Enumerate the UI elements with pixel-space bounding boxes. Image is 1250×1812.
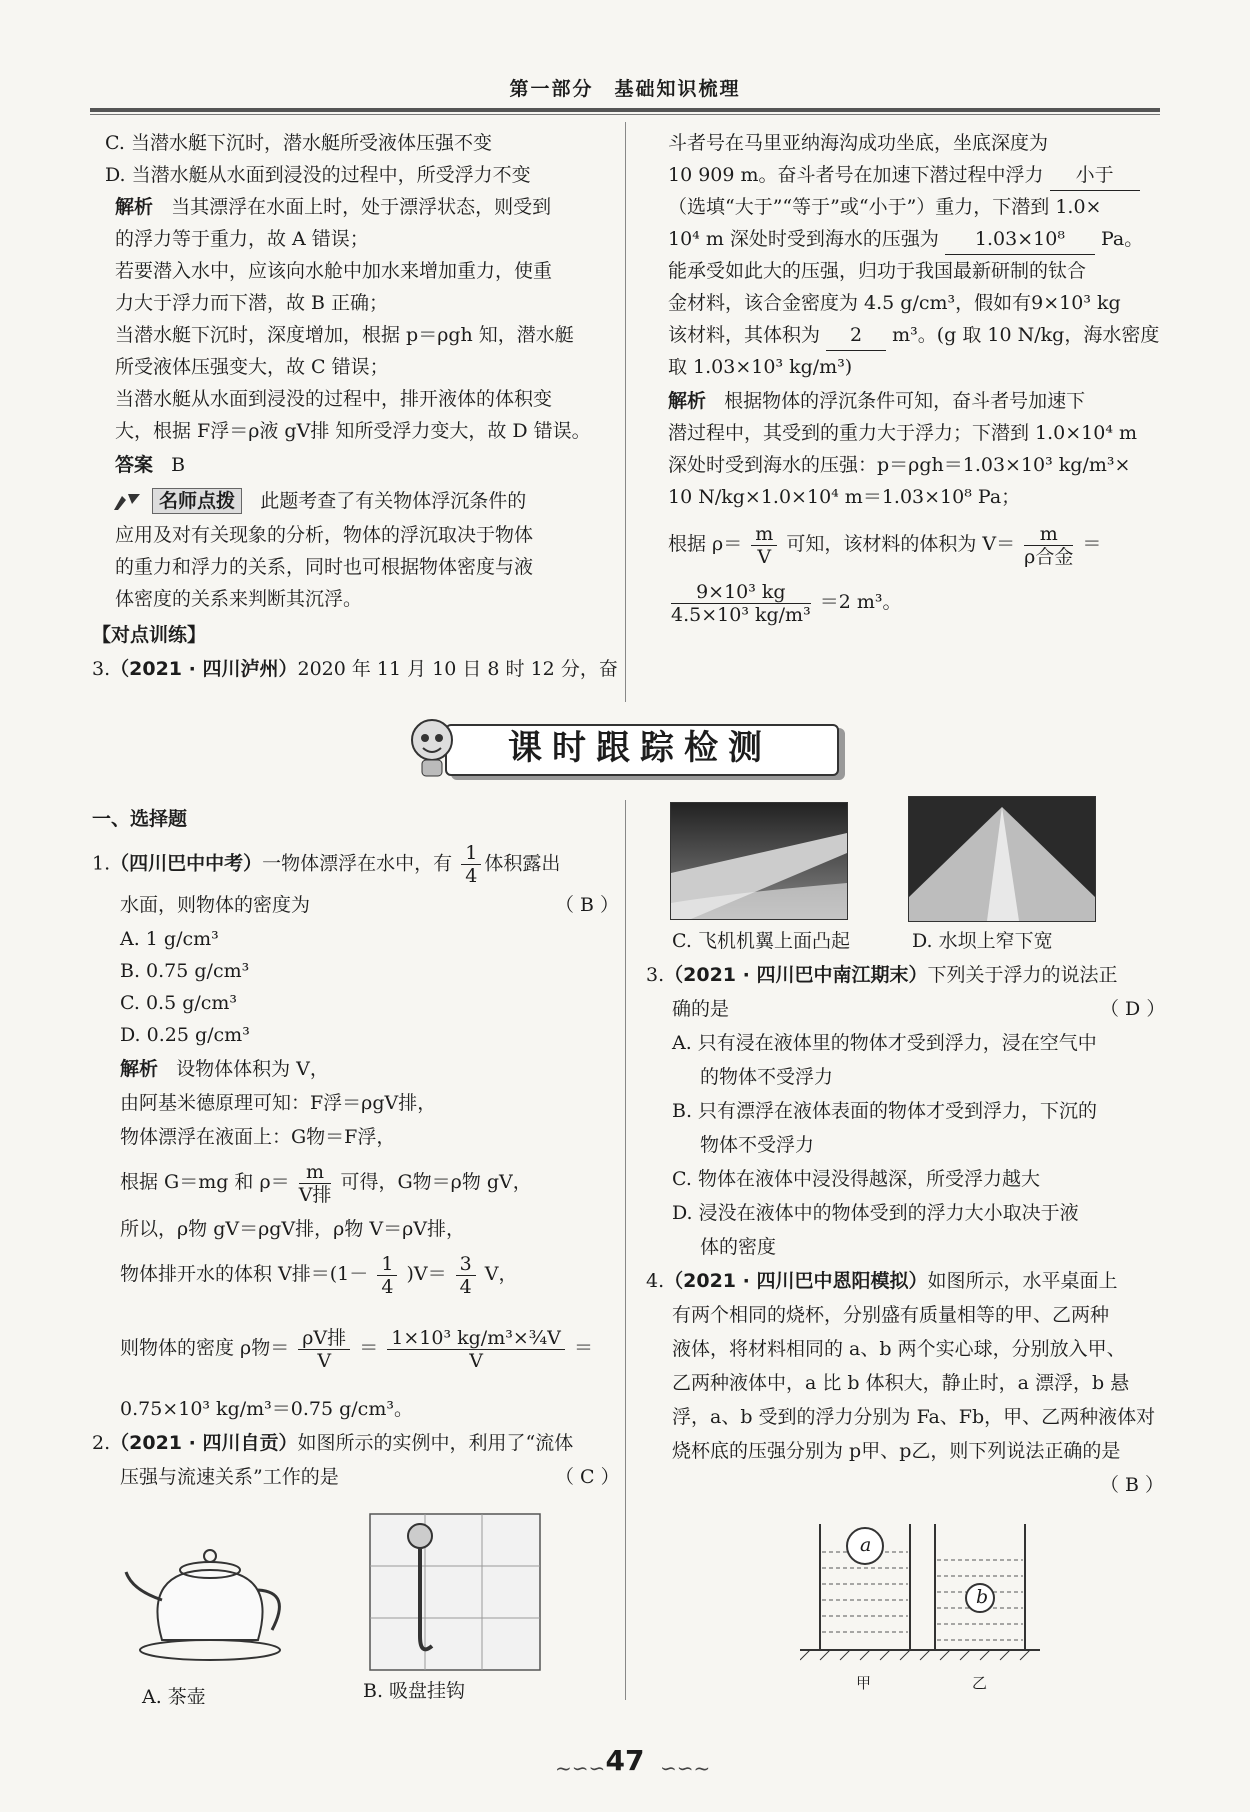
tip-line-1 (112, 486, 526, 516)
blank-1: 小于 (1050, 160, 1140, 191)
q1-fraction-s6a: $\frac{1}{4}$ (377, 1253, 397, 1298)
rt-line-3: （选填“大于”“等于”或“小于”）重力，下潜到 1.0× (668, 196, 1102, 218)
mascot-icon (405, 716, 459, 778)
q3-text: 2020 年 11 月 10 日 8 时 12 分，奋 (297, 658, 618, 680)
rt-line-7 (668, 320, 1159, 351)
q1-analysis-5: 所以，ρ物 gV＝ρgV排，ρ物 V＝ρV排， (120, 1218, 465, 1240)
airplane-wing-photo (670, 802, 848, 920)
q2-answer: （ C ） (555, 1466, 620, 1488)
rt-analysis-3: 深处时受到海水的压强：p＝ρgh＝1.03×10³ kg/m³× (668, 454, 1131, 476)
answer-label: 答案 (115, 454, 154, 476)
dam-photo (908, 796, 1096, 922)
q2-line-1 (92, 1428, 573, 1458)
beakers-diagram (800, 1510, 1040, 1690)
analysis-line-2: 的浮力等于重力，故 A 错误； (115, 228, 369, 250)
rt-analysis-text-1: 根据物体的浮沉条件可知，奋斗者号加速下 (724, 390, 1086, 412)
q2-text: 如图所示的实例中，利用了“流体 (297, 1432, 574, 1454)
q3-option-d2: 体的密度 (700, 1236, 777, 1258)
q1-option-d: D. 0.25 g/cm³ (120, 1024, 250, 1046)
q1-text-6a: 物体排开水的体积 V排＝(1－ (120, 1263, 369, 1285)
q1-analysis-7 (120, 1326, 593, 1372)
q2-line-2: 压强与流速关系”工作的是 (120, 1466, 339, 1488)
column-divider-top (625, 122, 626, 702)
cup-jia-label: 甲 (856, 1674, 872, 1692)
ball-b-label: b (976, 1586, 989, 1608)
pen-icon (112, 492, 142, 512)
rt-analysis-1 (668, 386, 1085, 416)
q1-option-c: C. 0.5 g/cm³ (120, 992, 238, 1014)
rt-text-6b: ＝2 m³。 (819, 591, 902, 613)
q1-analysis-1 (120, 1054, 329, 1084)
q4-text: 如图所示，水平桌面上 (927, 1270, 1118, 1292)
tip-text-1: 此题考查了有关物体浮沉条件的 (260, 490, 527, 512)
fraction-m-over-v: $\frac{m}{V}$ (751, 523, 777, 568)
blank-2: 1.03×10⁸ (945, 224, 1095, 255)
q1-analysis-text-1: 设物体体积为 V， (176, 1058, 329, 1080)
q3-answer: （ D ） (1100, 998, 1166, 1020)
q4-number: 4. (646, 1270, 665, 1292)
analysis-line-3: 若要潜入水中，应该向水舱中加水来增加重力，使重 (115, 260, 553, 282)
q1-analysis-8: 0.75×10³ kg/m³＝0.75 g/cm³。 (120, 1398, 413, 1420)
analysis-line-6: 所受液体压强变大，故 C 错误； (115, 356, 389, 378)
q1-fraction-s6b: $\frac{3}{4}$ (456, 1253, 476, 1298)
q1-text-7a: 则物体的密度 ρ物＝ (120, 1337, 290, 1359)
q1-number: 1. (92, 852, 111, 875)
rt-text-4a: 10⁴ m 深处时受到海水的压强为 (668, 228, 939, 250)
rt-analysis-label: 解析 (668, 390, 707, 412)
header-rule-thin (90, 114, 1160, 115)
analysis-line-8: 大，根据 F浮＝ρ液 gV排 知所受浮力变大，故 D 错误。 (115, 420, 591, 442)
rt-analysis-5 (668, 522, 1101, 568)
cup-yi-label: 乙 (972, 1674, 988, 1692)
tip-line-2: 应用及对有关现象的分析，物体的浮沉取决于物体 (115, 524, 534, 546)
q2-number: 2. (92, 1432, 111, 1454)
q4-line-1 (646, 1266, 1118, 1296)
q1-answer: （ B ） (555, 894, 620, 916)
q1-analysis-label: 解析 (120, 1058, 159, 1080)
rb-q3-source: （2021 · 四川巴中南江期末） (664, 964, 928, 986)
q1-analysis-4 (120, 1160, 532, 1206)
tip-line-4: 体密度的关系来判断其沉浮。 (115, 588, 363, 610)
section-banner (405, 712, 845, 782)
tip-line-3: 的重力和浮力的关系，同时也可根据物体密度与液 (115, 556, 534, 578)
rt-text-5b: 可知，该材料的体积为 V＝ (786, 533, 1016, 555)
banner-title: 课时跟踪检测 (508, 728, 772, 768)
q4-line-5: 浮，a、b 受到的浮力分别为 Fa、Fb，甲、乙两种液体对 (672, 1406, 1156, 1428)
q3-option-b1: B. 只有漂浮在液体表面的物体才受到浮力，下沉的 (672, 1100, 1098, 1122)
blank-3: 2 (826, 320, 886, 351)
question-3-line (92, 654, 618, 684)
q3-option-d1: D. 浸没在液体中的物体受到的浮力大小取决于液 (672, 1202, 1079, 1224)
q3-option-b2: 物体不受浮力 (700, 1134, 815, 1156)
q1-option-b: B. 0.75 g/cm³ (120, 960, 250, 982)
q1-text-a: 一物体漂浮在水中，有 (262, 852, 453, 875)
rt-text-4b: Pa。 (1100, 228, 1144, 250)
q3-number: 3. (92, 658, 111, 680)
caption-dam: D. 水坝上窄下宽 (912, 930, 1053, 952)
teapot-figure (122, 1530, 302, 1670)
rb-q3-number: 3. (646, 964, 665, 986)
q1-text-4b: 可得，G物＝ρ物 gV， (340, 1171, 532, 1193)
q4-answer: （ B ） (1100, 1474, 1165, 1496)
rt-line-8: 取 1.03×10³ kg/m³) (668, 356, 853, 378)
rb-q3-text: 下列关于浮力的说法正 (927, 964, 1118, 986)
analysis-label: 解析 (115, 196, 154, 218)
header-title: 第一部分 基础知识梳理 (509, 78, 741, 100)
fraction-m-over-rho: $\frac{m}{\text{ρ合金}}$ (1024, 522, 1074, 568)
q1-fraction: $\frac{1}{4}$ (461, 842, 481, 887)
q1-line-2: 水面，则物体的密度为 (120, 894, 311, 916)
q3-option-a1: A. 只有浸在液体里的物体才受到浮力，浸在空气中 (672, 1032, 1097, 1054)
rt-text-5a: 根据 ρ＝ (668, 533, 743, 555)
q1-analysis-3: 物体漂浮在液面上：G物＝F浮， (120, 1126, 396, 1148)
page-number: 47 (605, 1744, 645, 1777)
footer-ornament-right: ∽∽~ (660, 1756, 711, 1780)
q1-text-b: 体积露出 (484, 852, 561, 875)
q4-line-2: 有两个相同的烧杯，分别盛有质量相等的甲、乙两种 (672, 1304, 1110, 1326)
answer-value: B (171, 454, 186, 476)
caption-suction-hook: B. 吸盘挂钩 (363, 1680, 466, 1702)
analysis-text-1: 当其漂浮在水面上时，处于漂浮状态，则受到 (171, 196, 552, 218)
q1-line-1 (92, 842, 560, 887)
q4-line-3: 液体，将材料相同的 a、b 两个实心球，分别放入甲、 (672, 1338, 1126, 1360)
q3-source: （2021 · 四川泸州） (110, 658, 298, 680)
q1-text-7c: ＝ (573, 1337, 593, 1359)
fraction-volume: $\frac{\text{9×10³ kg}}{\text{4.5×10³ kg/m³}}$ (671, 580, 811, 626)
rt-line-5: 能承受如此大的压强，归功于我国最新研制的钛合 (668, 260, 1087, 282)
rt-analysis-2: 潜过程中，其受到的重力大于浮力；下潜到 1.0×10⁴ m (668, 422, 1138, 444)
q1-fraction-s7a: $\frac{\text{ρV排}}{V}$ (298, 1327, 350, 1372)
analysis-line-4: 力大于浮力而下潜，故 B 正确； (115, 292, 389, 314)
rt-analysis-6 (668, 580, 902, 626)
analysis-line-5: 当潜水艇下沉时，深度增加，根据 p＝ρgh 知，潜水艇 (115, 324, 574, 346)
rt-text-7b: m³。(g 取 10 N/kg，海水密度 (892, 324, 1160, 346)
q3-option-a2: 的物体不受浮力 (700, 1066, 834, 1088)
option-d: D. 当潜水艇从水面到浸没的过程中，所受浮力不变 (105, 164, 531, 186)
rt-line-6: 金材料，该合金密度为 4.5 g/cm³，假如有9×10³ kg (668, 292, 1121, 314)
section-heading: 一、选择题 (92, 808, 188, 830)
header-rule (90, 108, 1160, 112)
q1-analysis-6 (120, 1252, 518, 1298)
suction-hook-figure (360, 1506, 550, 1676)
q3-line-1 (646, 960, 1118, 990)
q1-fraction-s4: $\frac{m}{\text{V排}}$ (298, 1160, 332, 1206)
q4-line-6: 烧杯底的压强分别为 p甲、p乙，则下列说法正确的是 (672, 1440, 1121, 1462)
rt-line-2 (668, 160, 1140, 191)
analysis-line-1 (115, 192, 551, 222)
q1-source: （四川巴中中考） (110, 852, 263, 875)
footer-ornament-left: ~∽∽ (555, 1756, 606, 1780)
q1-text-6b: )V＝ (406, 1263, 447, 1285)
rt-line-1: 斗者号在马里亚纳海沟成功坐底，坐底深度为 (668, 132, 1049, 154)
q1-analysis-2: 由阿基米德原理可知：F浮＝ρgV排， (120, 1092, 437, 1114)
q2-source: （2021 · 四川自贡） (110, 1432, 298, 1454)
q1-fraction-s7b: $\frac{\text{1×10³ kg/m³×¾V}}{V}$ (387, 1327, 565, 1372)
q1-option-a: A. 1 g/cm³ (120, 928, 219, 950)
rt-line-4 (668, 224, 1143, 255)
tip-label: 名师点拨 (152, 488, 242, 514)
option-c: C. 当潜水艇下沉时，潜水艇所受液体压强不变 (105, 132, 492, 154)
q1-text-6c: V， (484, 1263, 518, 1285)
ball-a-label: a (860, 1534, 872, 1556)
q3-line-2: 确的是 (672, 998, 730, 1020)
caption-teapot: A. 茶壶 (142, 1686, 206, 1708)
q4-line-4: 乙两种液体中，a 比 b 体积大，静止时，a 漂浮，b 悬 (672, 1372, 1130, 1394)
rt-text-2: 10 909 m。奋斗者号在加速下潜过程中浮力 (668, 164, 1044, 186)
q1-text-7b: ＝ (359, 1337, 379, 1359)
q3-option-c: C. 物体在液体中浸没得越深，所受浮力越大 (672, 1168, 1040, 1190)
caption-airplane-wing: C. 飞机机翼上面凸起 (672, 930, 850, 952)
page-header (0, 0, 1250, 120)
rt-analysis-4: 10 N/kg×1.0×10⁴ m＝1.03×10⁸ Pa； (668, 486, 1021, 508)
rt-text-7a: 该材料，其体积为 (668, 324, 821, 346)
rt-text-5c: ＝ (1082, 533, 1102, 555)
column-divider-bottom (625, 800, 626, 1700)
q1-text-4a: 根据 G＝mg 和 ρ＝ (120, 1171, 290, 1193)
q4-source: （2021 · 四川巴中恩阳模拟） (664, 1270, 928, 1292)
training-heading: 【对点训练】 (92, 624, 207, 646)
analysis-line-7: 当潜水艇从水面到浸没的过程中，排开液体的体积变 (115, 388, 553, 410)
answer-line (115, 450, 185, 480)
